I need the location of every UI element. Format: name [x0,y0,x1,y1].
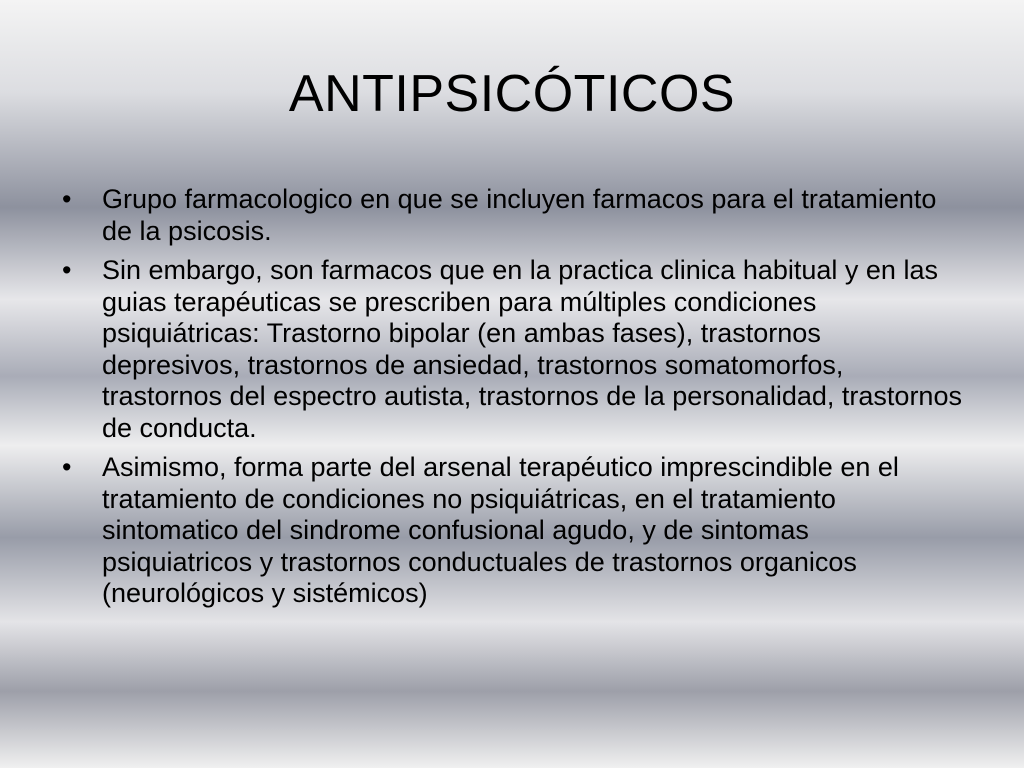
bullet-marker: • [62,184,72,214]
bullet-item [62,255,962,444]
bullet-text: Asimismo, forma parte del arsenal terapéutico imprescindible en el tratamiento de condiciones no psiquiátricas, en el tratamiento sintomatico del sindrome confusional agudo, y de sintomas psiquiatricos y trastornos conductuales de trastornos organicos (neurológicos y sistémicos) [102,452,899,608]
bullet-marker: • [62,452,72,482]
bullet-item [62,184,962,247]
bullet-text: Sin embargo, son farmacos que en la practica clinica habitual y en las guias terapéuticas se prescriben para múltiples condiciones psiquiátricas: Trastorno bipolar (en ambas fases), trastornos depresivos, trastornos de ansiedad, trastornos somatomorfos, trastornos del espectro autista, trastornos de la personalidad, trastornos de conducta. [102,255,962,443]
slide-title: ANTIPSICÓTICOS [288,65,736,123]
bullet-text: Grupo farmacologico en que se incluyen farmacos para el tratamiento de la psicosis. [102,184,937,246]
bullet-item [62,452,962,610]
bullet-list [62,184,962,618]
bullet-marker: • [62,255,72,285]
